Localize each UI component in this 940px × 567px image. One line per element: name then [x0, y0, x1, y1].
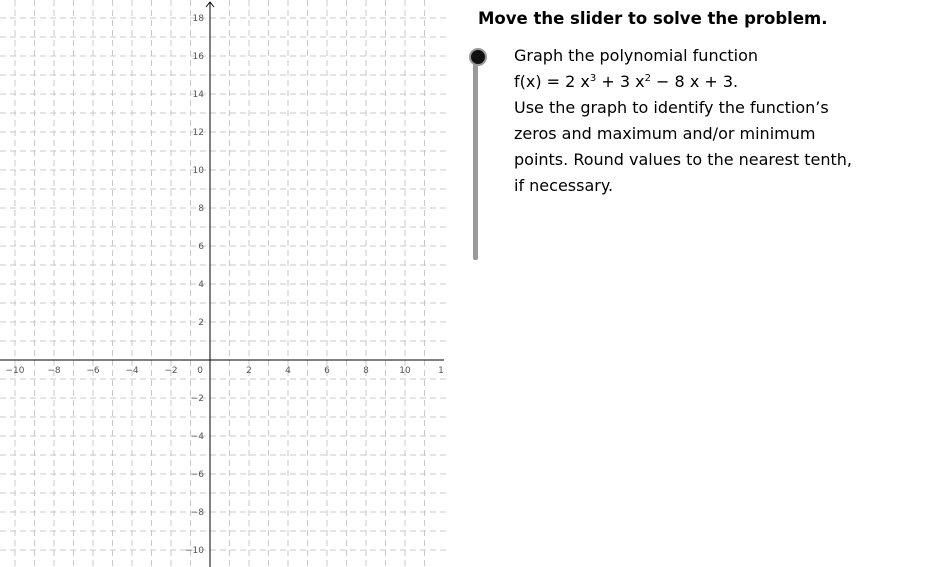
slider-knob[interactable]: [469, 48, 487, 66]
instruction-heading: Move the slider to solve the problem.: [478, 9, 828, 28]
formula-exponent-3: 3: [589, 73, 597, 84]
y-tick-label: 18: [192, 14, 204, 24]
slider-track[interactable]: [473, 50, 478, 260]
y-tick-label: 8: [198, 204, 204, 214]
y-tick-label: 4: [198, 280, 204, 290]
formula-part-c: − 8 x + 3.: [650, 72, 739, 91]
formula-part-a: f(x) = 2 x: [514, 72, 590, 91]
problem-line-1: Graph the polynomial function: [514, 46, 759, 65]
x-tick-label: −4: [125, 366, 139, 376]
tick-labels: [6, 14, 444, 556]
problem-text: [514, 43, 864, 199]
y-tick-label: 16: [192, 52, 204, 62]
y-tick-label: −8: [190, 508, 204, 518]
y-tick-label: 2: [198, 318, 204, 328]
x-tick-label: 1: [438, 366, 444, 376]
y-tick-label: −4: [190, 432, 204, 442]
y-tick-label: 6: [198, 242, 204, 252]
formula-part-b: + 3 x: [596, 72, 645, 91]
y-tick-label: 12: [192, 128, 204, 138]
x-tick-label: 4: [285, 366, 291, 376]
x-tick-label: −6: [86, 366, 100, 376]
x-tick-label: −8: [47, 366, 61, 376]
function-formula: [514, 69, 864, 95]
x-tick-label: 8: [363, 366, 369, 376]
formula-exponent-2: 2: [644, 73, 651, 84]
y-tick-label: 10: [192, 166, 204, 176]
x-tick-label: 2: [246, 366, 252, 376]
problem-line-3: Use the graph to identify the function’s zeros and maximum and/or minimum points. Round values to the nearest tenth, if necessary.: [514, 98, 852, 195]
x-tick-label: −10: [5, 366, 25, 376]
x-tick-label: 6: [324, 366, 330, 376]
x-tick-label: 10: [399, 366, 411, 376]
y-tick-label: −2: [190, 394, 204, 404]
problem-panel: [470, 0, 940, 567]
y-tick-label: −6: [190, 470, 204, 480]
graphics-view[interactable]: [0, 0, 446, 567]
x-tick-label: −2: [164, 366, 178, 376]
grid-lines: [0, 0, 446, 567]
origin-label: 0: [197, 366, 203, 376]
y-tick-label: −10: [185, 546, 204, 556]
y-tick-label: 14: [192, 90, 204, 100]
